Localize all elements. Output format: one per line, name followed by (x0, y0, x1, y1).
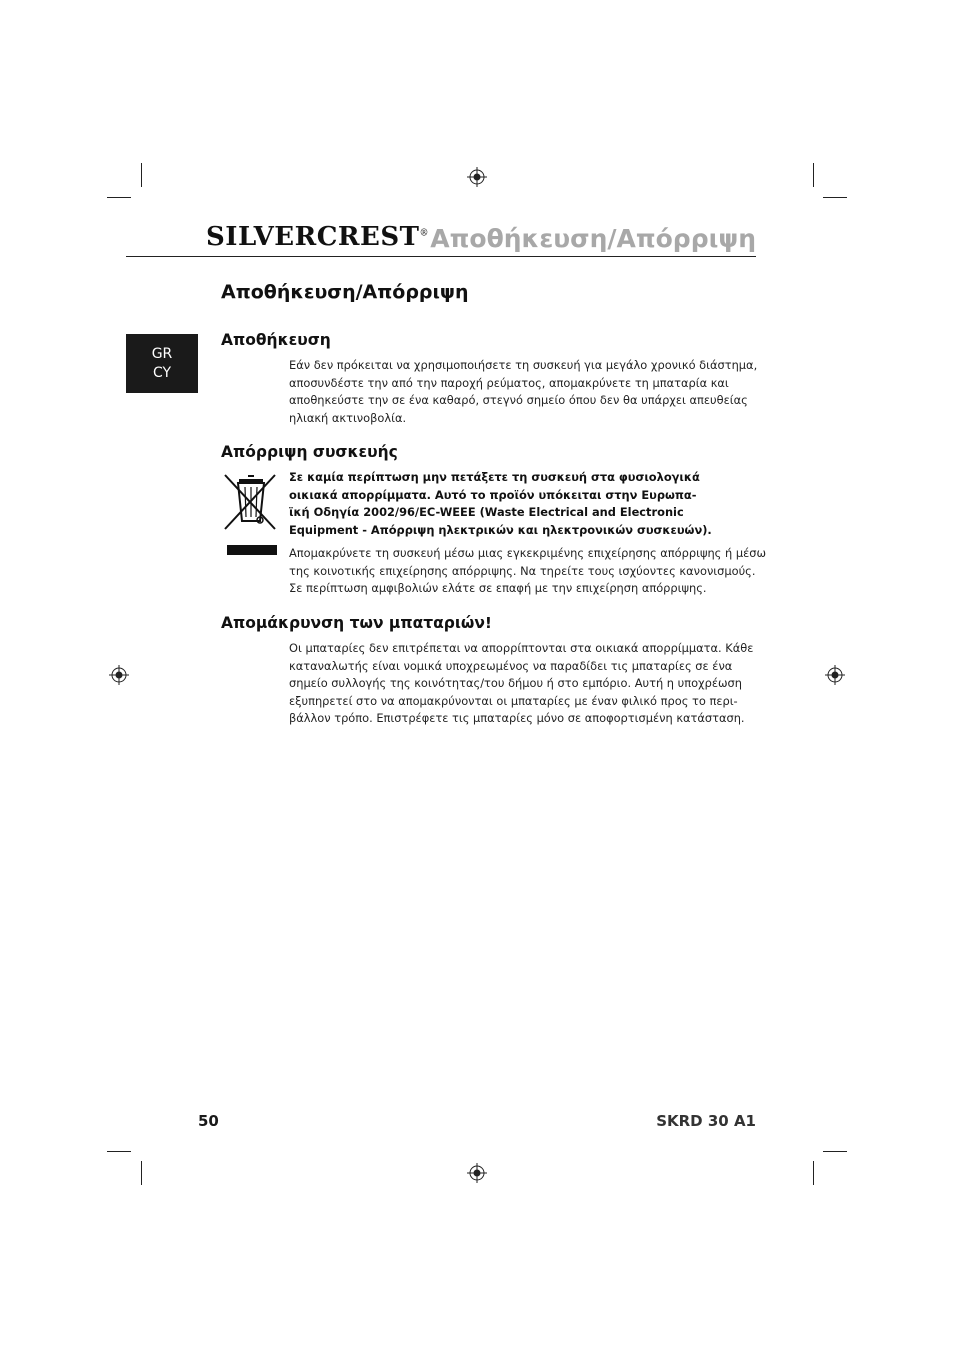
header-divider (126, 256, 756, 257)
disposal-heading: Απόρριψη συσκευής (221, 443, 398, 461)
model-number: SKRD 30 A1 (656, 1112, 756, 1130)
text-line: Οι μπαταρίες δεν επιτρέπεται να απορρίπτονται στα οικιακά απορρίμματα. Κάθε (289, 641, 754, 655)
text-line: Equipment - Απόρριψη ηλεκτρικών και ηλεκτρονικών συσκευών). (289, 522, 712, 537)
crop-mark (813, 1161, 814, 1185)
text-line: εξυπηρετεί στο να απομακρύνονται οι μπαταρίες με έναν φιλικό προς το περι- (289, 693, 738, 708)
text-line: βάλλον τρόπο. Επιστρέφετε τις μπαταρίες μόνο σε αποφορτισμένη κατάσταση. (289, 711, 745, 725)
crop-mark (141, 1161, 142, 1185)
header-title: Αποθήκευση/Απόρριψη (430, 224, 756, 253)
disposal-warning (289, 469, 712, 539)
text-line: ηλιακή ακτινοβολία. (289, 410, 407, 425)
brand-name: SILVERCREST (206, 222, 420, 252)
registration-mark-icon (109, 665, 129, 685)
text-line: ϊκή Οδηγία 2002/96/EC-WEEE (Waste Electrical and Electronic (289, 505, 684, 519)
crossed-out-wheelie-bin-icon (221, 471, 279, 533)
text-line: Απομακρύνετε τη συσκευή μέσω μιας εγκεκριμένης επιχείρησης απόρριψης ή μέσω (289, 546, 766, 560)
registration-mark-icon (467, 1163, 487, 1183)
storage-heading: Αποθήκευση (221, 331, 331, 349)
brand-registered-mark: ® (419, 228, 429, 239)
crop-mark (107, 197, 131, 198)
crop-mark (823, 197, 847, 198)
text-line: αποσυνδέστε την από την παροχή ρεύματος, απομακρύνετε τη μπαταρία και (289, 375, 729, 390)
text-line: Εάν δεν πρόκειται να χρησιμοποιήσετε τη συσκευή για μεγάλο χρονικό διάστημα, (289, 358, 758, 372)
text-line: καταναλωτής είναι νομικά υποχρεωμένος να παραδίδει τις μπαταρίες σε ένα (289, 658, 733, 673)
language-code-cy: CY (152, 364, 172, 381)
batteries-heading: Απομάκρυνση των μπαταριών! (221, 614, 493, 632)
language-tab (126, 334, 198, 393)
registration-mark-icon (825, 665, 845, 685)
batteries-paragraph (289, 640, 753, 728)
text-line: οικιακά απορρίμματα. Αυτό το προϊόν υπόκειται στην Ευρωπα- (289, 487, 697, 502)
crop-mark (813, 163, 814, 187)
weee-marking-bar (227, 545, 277, 555)
brand-logo (206, 222, 429, 252)
crop-mark (141, 163, 142, 187)
storage-paragraph (289, 357, 757, 427)
crop-mark (823, 1151, 847, 1152)
text-line: σημείο συλλογής της κοινότητας/του δήμου ή στο εμπόριο. Αυτή η υποχρέωση (289, 676, 743, 690)
text-line: Σε καμία περίπτωση μην πετάξετε τη συσκευή στα φυσιολογικά (289, 470, 700, 484)
page-heading: Αποθήκευση/Απόρριψη (221, 281, 469, 303)
page-number: 50 (198, 1112, 219, 1130)
text-line: αποθηκεύστε την σε ένα καθαρό, στεγνό σημείο όπου δεν θα υπάρχει απευθείας (289, 393, 748, 407)
language-code-gr: GR (151, 345, 173, 362)
crop-mark (107, 1151, 131, 1152)
registration-mark-icon (467, 167, 487, 187)
disposal-paragraph (289, 545, 766, 598)
text-line: Σε περίπτωση αμφιβολιών ελάτε σε επαφή με την επιχείρηση απόρριψης. (289, 581, 707, 595)
text-line: της κοινοτικής επιχείρησης απόρριψης. Να τηρείτε τους ισχύοντες κανονισμούς. (289, 563, 756, 578)
